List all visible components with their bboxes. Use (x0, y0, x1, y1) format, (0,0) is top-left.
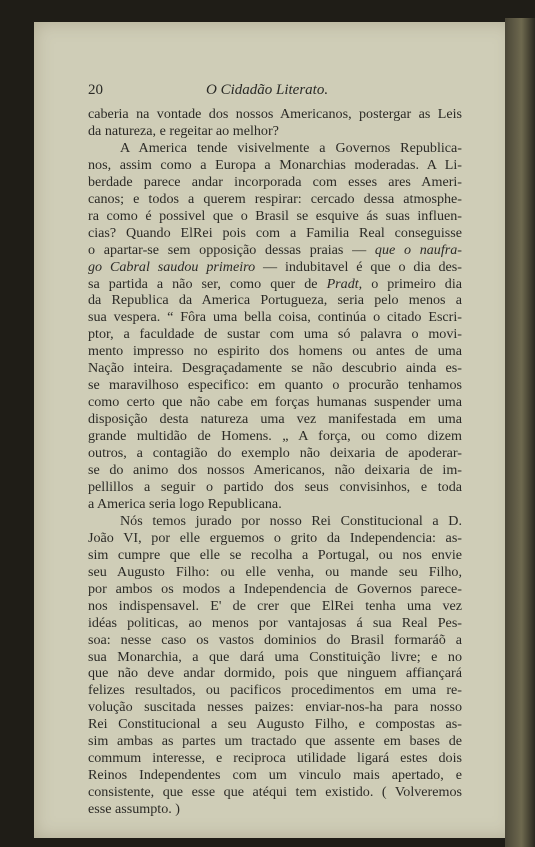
text-line: grande multidão de Homens. „ A força, ou como dizem (88, 428, 462, 445)
text-line: por ambos os modos a Independencia de Governos parece- (88, 580, 462, 597)
page-header (88, 82, 460, 104)
text-line: se maravilhoso especifico: em quanto o procurão tenhamos (88, 377, 462, 394)
paragraph (88, 106, 462, 140)
text-line: A America tende visivelmente a Governos Republica- (120, 139, 462, 156)
text-line: Rei Constitucional a seu Augusto Filho, e compostas as- (88, 716, 462, 733)
text-line: como certo que não cabe em forças humanas suspender uma (88, 394, 462, 411)
text-line: berdade parece andar incorporada com esses ares Ameri- (88, 173, 462, 190)
text-line: Nação inteira. Desgraçadamente se não descubrio ainda es- (88, 360, 462, 377)
text-line: sa partida a não ser, como quer de Pradt, o primeiro dia (88, 275, 463, 292)
page-number: 20 (88, 82, 103, 98)
text-line: caberia na vontade dos nossos Americanos, postergar as Leis (88, 106, 462, 122)
text-line: da Republica da America Portugueza, seria pelo menos a (88, 292, 462, 309)
text-line: se do animo dos nossos Americanos, não deixaria de im- (88, 462, 462, 479)
text-line: ptor, a faculdade de sustar com uma só palavra o movi- (88, 326, 462, 343)
text-line: sim ambas as partes um tractado que assente em bases de (88, 733, 462, 750)
text-line: seu Augusto Filho: ou elle venha, ou mande seu Filho, (88, 563, 462, 580)
text-line: go Cabral saudou primeiro — indubitavel é que o dia des- (88, 258, 462, 275)
text-line: felizes resultados, ou pacificos procedimentos em uma re- (88, 682, 462, 699)
text-line: idéas politicas, ao menos por vantajosas á sua Real Pes- (88, 614, 462, 631)
text-line: cias? Quando ElRei pois com a Familia Real conseguisse (88, 224, 462, 241)
paragraph (88, 513, 462, 818)
text-line: nos, assim como a Europa a Monarchias moderadas. A Li- (88, 156, 462, 173)
text-line: Nós temos jurado por nosso Rei Constitucional a D. (120, 512, 462, 529)
text-line: mento impresso no espirito dos homens ou antes de uma (88, 343, 462, 360)
text-line: pellillos a seguir o partido dos seus convisinhos, e toda (88, 478, 462, 495)
text-line: outros, a contagião do exemplo não deixaria de apoderar- (88, 445, 462, 462)
adjacent-page-edge (505, 18, 535, 847)
text-line: disposição desta natureza uma vez manifestada em uma (88, 411, 462, 428)
text-line: João VI, por elle erguemos o grito da Independencia: as- (88, 529, 462, 546)
running-title: O Cidadão Literato. (206, 82, 329, 98)
text-line: Reinos Independentes com um vinculo mais apertado, e (88, 767, 462, 784)
text-line: esse assumpto. ) (88, 801, 180, 818)
text-line: o apartar-se sem opposição dessas praias — que o naufra- (88, 241, 462, 258)
text-line: da natureza, e regeitar ao melhor? (88, 122, 279, 139)
text-line: consistente, que esse que atéqui tem existido. ( Volveremos (88, 784, 462, 801)
text-line: commum interesse, e reciproca utilidade ligará estes dois (88, 750, 462, 767)
text-line: sim cumpre que elle se recolha a Portugal, ou nos envie (88, 546, 462, 563)
text-line: sua Monarchia, a que dará uma Constituição livre; e no (88, 648, 462, 665)
text-line: a America seria logo Republicana. (88, 495, 282, 512)
text-line: que não deve andar dormido, pois que ninguem affiançará (88, 665, 462, 682)
text-line: ra como é possivel que o Brasil se esquive ás suas influen- (88, 207, 462, 224)
text-line: nos indispensavel. E' de crer que ElRei tenha uma vez (88, 597, 462, 614)
text-line: sua vespera. “ Fôra uma bella coisa, continúa o citado Escri- (88, 309, 462, 326)
page-body (88, 106, 462, 818)
text-line: canos; e todos a querem respirar: cercado dessa atmosphe- (88, 190, 462, 207)
paragraph (88, 140, 462, 513)
text-line: soa: nesse caso os vastos dominios do Brasil formaráõ a (88, 631, 462, 648)
text-line: volução suscitada nesses paizes: enviar-nos-ha para nosso (88, 699, 462, 716)
